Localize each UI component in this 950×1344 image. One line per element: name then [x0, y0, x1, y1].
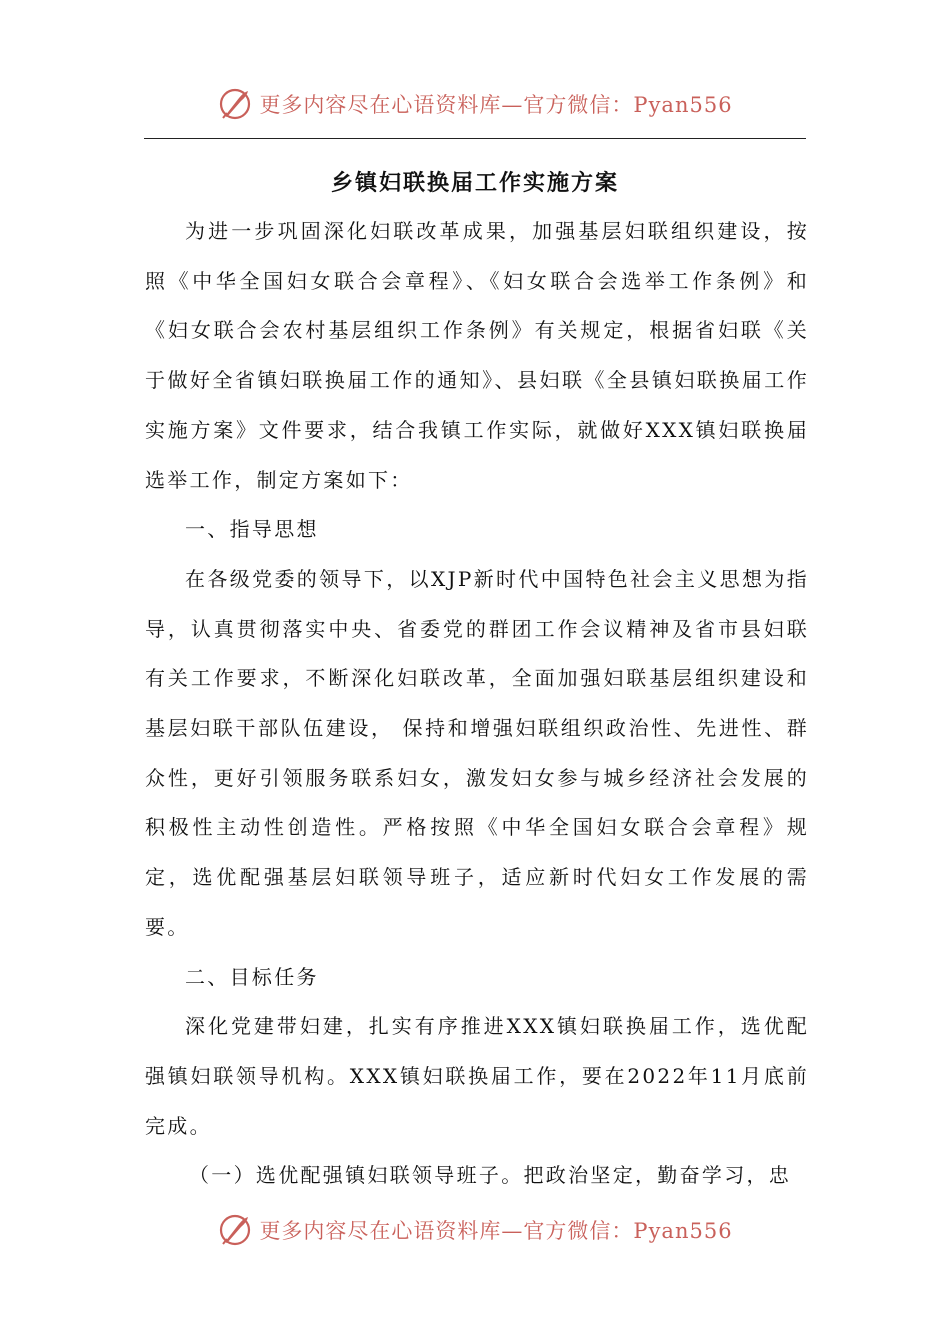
- section-heading-objectives: 二、目标任务: [185, 964, 319, 989]
- quill-pen-logo-icon: [217, 86, 253, 122]
- header-divider: [144, 138, 806, 139]
- guiding-ideology-paragraph: 在各级党委的领导下，以XJP新时代中国特色社会主义思想为指导，认真贯彻落实中央、省委党的群团工作会议精神及省市县妇联有关工作要求，不断深化妇联改革，全面加强妇联基层组织建设和基层妇联干部队伍建设， 保持和增强妇联组织政治性、先进性、群众性，更好引领服务联系妇女，激发妇女参与城乡经济社会发展的积极性主动性创造性。严格按照《中华全国妇女联合会章程》规定，选优配强基层妇联领导班子，适应新时代妇女工作发展的需要。: [145, 566, 809, 939]
- section-heading-guiding-ideology: 一、指导思想: [185, 517, 319, 542]
- intro-paragraph: 为进一步巩固深化妇联改革成果，加强基层妇联组织建设，按照《中华全国妇女联合会章程》、《妇女联合会选举工作条例》和《妇女联合会农村基层组织工作条例》有关规定，根据省妇联《关于做好全省镇妇联换届工作的通知》、县妇联《全县镇妇联换届工作实施方案》文件要求，结合我镇工作实际，就做好XXX镇妇联换届选举工作，制定方案如下：: [145, 219, 809, 492]
- header-banner: [0, 84, 950, 124]
- quill-pen-logo-icon: [217, 1212, 253, 1248]
- document-title: 乡镇妇联换届工作实施方案: [330, 170, 619, 196]
- footer-banner-text: 更多内容尽在心语资料库—官方微信：Pyan556: [259, 1219, 733, 1243]
- header-banner-text: 更多内容尽在心语资料库—官方微信：Pyan556: [259, 93, 733, 117]
- objectives-paragraph: 深化党建带妇建，扎实有序推进XXX镇妇联换届工作，选优配强镇妇联领导机构。XXX镇妇联换届工作，要在2022年11月底前完成。: [145, 1014, 809, 1138]
- document-body: [145, 207, 809, 1201]
- subsection-paragraph: （一）选优配强镇妇联领导班子。把政治坚定，勤奋学习，忠: [189, 1163, 792, 1188]
- footer-banner: [0, 1210, 950, 1250]
